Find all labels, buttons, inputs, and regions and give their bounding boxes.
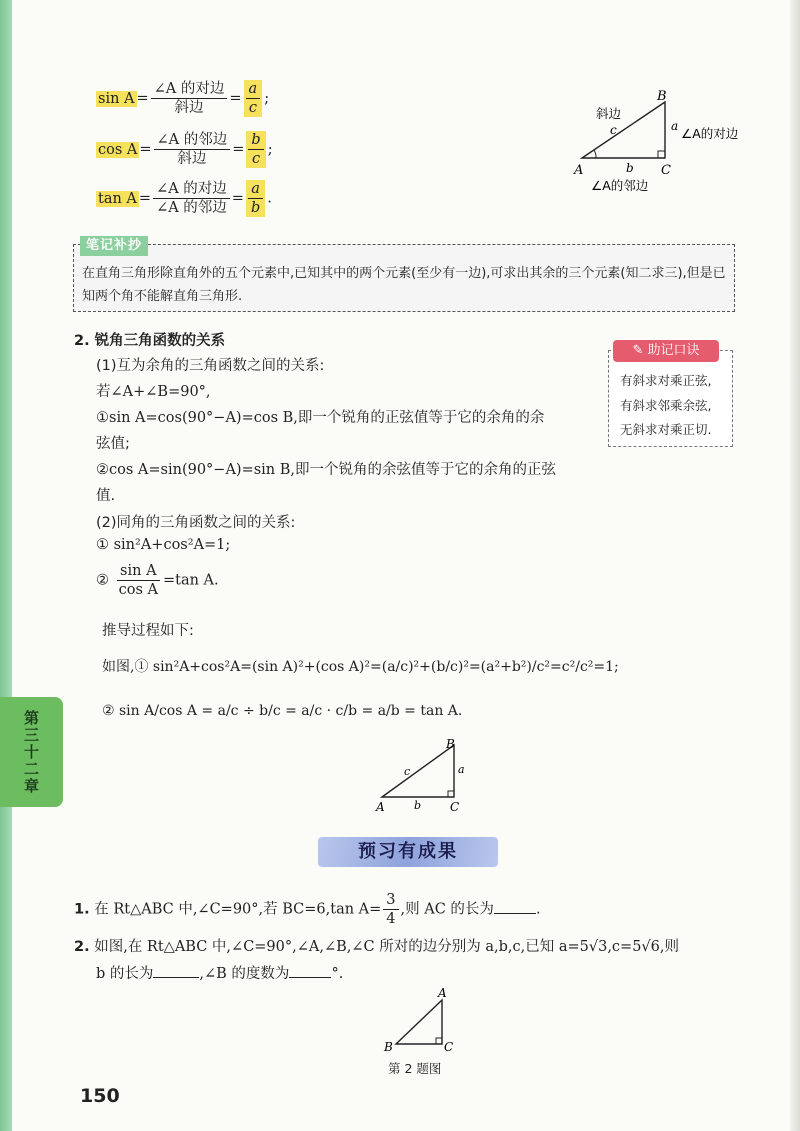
cos-end: ;	[267, 141, 273, 158]
cos-numerator: ∠A 的邻边	[154, 131, 231, 150]
mnemonic-line-1: 有斜求对乘正弦,	[620, 373, 712, 388]
right-angle-mark-3	[436, 1038, 442, 1044]
section2-item2a: ②cos A=sin(90°−A)=sin B,即一个锐角的余弦值等于它的余角的正弦	[96, 462, 557, 478]
hypotenuse-label: 斜边	[596, 106, 622, 121]
pencil-icon: ✎	[632, 343, 648, 358]
sin-numerator: ∠A 的对边	[151, 80, 228, 99]
section2-condition: 若∠A+∠B=90°,	[96, 384, 211, 400]
identity-2-num: sin A	[117, 562, 160, 581]
identity-2-rhs: =tan A.	[162, 572, 219, 589]
tan-end: .	[267, 190, 272, 207]
section2-item1b: 弦值;	[96, 436, 130, 452]
section2-item1a: ①sin A=cos(90°−A)=cos B,即一个锐角的正弦值等于它的余角的余	[96, 410, 545, 426]
side-c: c	[610, 123, 617, 137]
vertex-c: C	[661, 163, 671, 178]
sin-end: ;	[264, 90, 270, 107]
cos-ratio-num: b	[248, 131, 263, 150]
mnemonic-tag	[613, 340, 719, 362]
section2-title: 2. 锐角三角函数的关系	[74, 333, 226, 349]
derivation-intro: 推导过程如下:	[102, 623, 194, 639]
figure-caption: 第 2 题图	[388, 1061, 442, 1076]
vertex-b-2: B	[446, 737, 455, 751]
vertex-a-2: A	[376, 800, 385, 814]
tan-denominator: ∠A 的邻边	[156, 200, 227, 217]
question-1-number: 1.	[74, 901, 90, 918]
side-a-2: a	[458, 763, 465, 776]
note-tag: 笔记补抄	[80, 236, 148, 256]
cos-denominator: 斜边	[177, 151, 207, 168]
side-a: a	[671, 119, 679, 133]
proof-line-1: 如图,① sin²A+cos²A=(sin A)²+(cos A)²=(a/c)²+(b/c)²=(a²+b²)/c²=c²/c²=1;	[102, 659, 619, 675]
side-c-2: c	[404, 765, 411, 778]
triangle-shape	[582, 102, 665, 158]
answer-blank-1[interactable]	[494, 913, 536, 914]
section2-sub1: (1)互为余角的三角函数之间的关系:	[96, 358, 325, 374]
question-1-frac-den: 4	[386, 911, 396, 928]
question-2-line-2	[96, 962, 343, 983]
answer-blank-3[interactable]	[289, 977, 331, 978]
question-2-number: 2.	[74, 939, 90, 955]
page-spine	[790, 0, 800, 1131]
sin-label: sin A	[98, 90, 135, 107]
right-angle-mark-2	[448, 791, 454, 797]
vertex-a-3: A	[438, 986, 447, 1000]
section-banner: 预习有成果	[318, 837, 498, 867]
mnemonic-tag-label: 助记口诀	[647, 343, 700, 358]
question-1: 1. 在 Rt△ABC 中,∠C=90°,若 BC=6,tan A= $\frac{3}{4}$ ,则 AC 的长为 .	[74, 892, 541, 928]
triangle-figure-3	[378, 984, 468, 1059]
section2-item2b: 值.	[96, 488, 116, 504]
question-2	[74, 935, 679, 956]
tan-formula: tan A = $\frac{\text{∠A 的对边}}{\text{∠A 的邻边}}$ = $\frac{a}{b}$ .	[98, 181, 272, 217]
note-text: 在直角三角形除直角外的五个元素中,已知其中的两个元素(至少有一边),可求出其余的三个元素(知二求三),但是已知两个角不能解直角三角形.	[82, 266, 726, 304]
tan-ratio-den: b	[250, 200, 261, 217]
vertex-c-3: C	[444, 1040, 454, 1054]
answer-blank-2[interactable]	[153, 977, 199, 978]
mnemonic-line-3: 无斜求对乘正切.	[620, 422, 712, 437]
question-1-text: 在 Rt△ABC 中,∠C=90°,若 BC=6,tan A=	[94, 901, 382, 918]
sin-denominator: 斜边	[174, 100, 204, 117]
tan-label: tan A	[98, 190, 137, 207]
question-2-text-b: ,∠B 的度数为	[199, 966, 290, 982]
identity-1: ① sin²A+cos²A=1;	[96, 537, 231, 553]
tan-ratio-num: a	[248, 180, 263, 199]
right-angle-mark	[658, 151, 665, 158]
opposite-label: ∠A的对边	[681, 126, 739, 141]
vertex-b: B	[657, 89, 667, 104]
angle-arc	[594, 150, 596, 158]
cos-formula: cos A = $\frac{\text{∠A 的邻边}}{\text{斜边}}$ = $\frac{b}{c}$ ;	[98, 132, 273, 168]
adjacent-label: ∠A的邻边	[591, 178, 649, 193]
triangle-figure-2	[372, 737, 482, 815]
side-b: b	[626, 161, 634, 175]
question-2-line-1: 如图,在 Rt△ABC 中,∠C=90°,∠A,∠B,∠C 所对的边分别为 a,b,c,已知 a=5√3,c=5√6,则	[94, 939, 679, 955]
proof-line-2: ② sin A/cos A = a/c ÷ b/c = a/c · c/b = a/b = tan A.	[102, 703, 463, 719]
identity-2-den: cos A	[118, 582, 158, 599]
triangle-shape-2	[382, 745, 454, 797]
mnemonic-line-2: 有斜求邻乘余弦,	[620, 398, 712, 413]
tan-numerator: ∠A 的对边	[153, 180, 230, 199]
cos-label: cos A	[98, 141, 138, 158]
triangle-shape-3	[396, 1000, 442, 1044]
chapter-tab[interactable]: 第三十二章	[0, 697, 63, 807]
identity-2	[96, 562, 219, 599]
cos-ratio-den: c	[252, 151, 261, 168]
side-b-2: b	[414, 799, 422, 812]
question-1-frac-num: 3	[383, 891, 398, 910]
vertex-a: A	[574, 163, 584, 178]
sin-formula: sin A = $\frac{\text{∠A 的对边}}{\text{斜边}}$ = $\frac{a}{c}$ ;	[98, 81, 270, 117]
page-number: 150	[80, 1085, 120, 1107]
page-edge	[0, 0, 12, 1131]
question-2-text-a: b 的长为	[96, 966, 154, 982]
triangle-figure-1	[560, 88, 760, 198]
question-1-text-2: ,则 AC 的长为	[400, 901, 494, 918]
vertex-c-2: C	[450, 800, 460, 814]
identity-2-label: ②	[96, 572, 109, 589]
sin-ratio-den: c	[248, 100, 257, 117]
section2-sub2: (2)同角的三角函数之间的关系:	[96, 515, 296, 531]
vertex-b-3: B	[384, 1040, 393, 1054]
sin-ratio-num: a	[246, 80, 261, 99]
question-2-text-c: °.	[331, 966, 344, 982]
